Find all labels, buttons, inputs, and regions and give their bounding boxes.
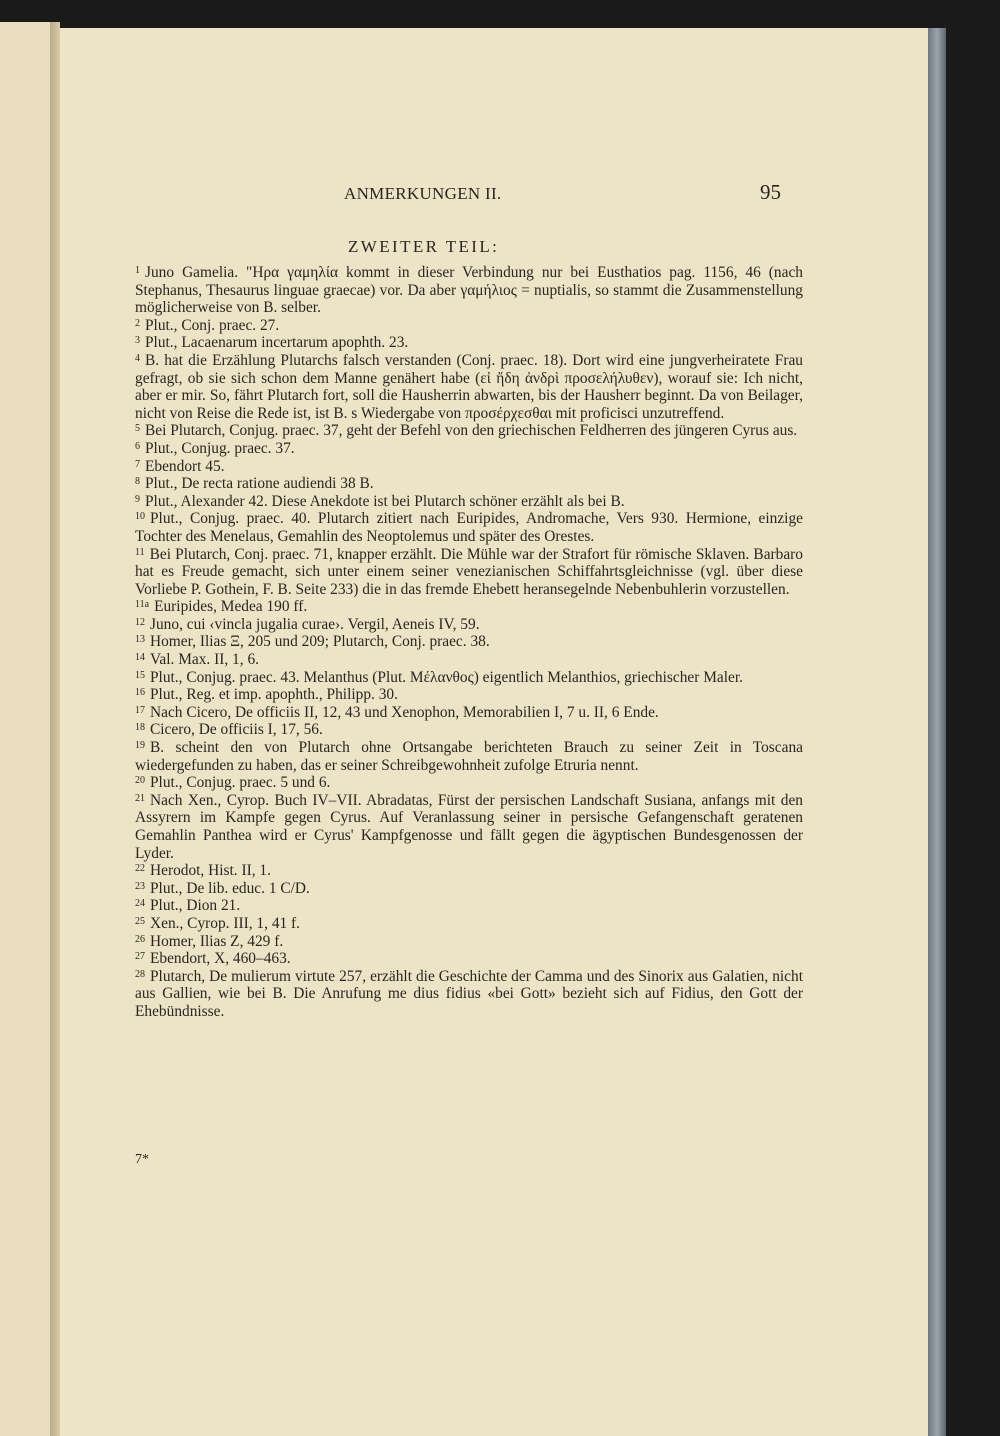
note-text: Plut., Alexander 42. Diese Anekdote ist bei Plutarch schöner erzählt als bei B. xyxy=(145,492,625,510)
note-text: Plut., Lacaenarum incertarum apophth. 23. xyxy=(145,334,409,352)
endnote xyxy=(135,633,803,651)
endnote xyxy=(135,686,803,704)
note-text: Homer, Ilias Z, 429 f. xyxy=(150,932,284,950)
note-text: Plut., De recta ratione audiendi 38 B. xyxy=(145,475,374,493)
note-text: Bei Plutarch, Conj. praec. 71, knapper erzählt. Die Mühle war der Strafort für römische Sklaven. Barbaro hat es Freude gemacht, sich unter einem seiner venezianischen Schiffahrtsgleichnisse (vgl. über diese Vorliebe P. Gothein, F. B. Seite 233) die in das fremde Ehebett heransegelnde Nebenbuhlerin vorzustellen. xyxy=(135,545,803,598)
note-text: Plut., Dion 21. xyxy=(150,897,241,915)
note-number: 1 xyxy=(135,265,140,276)
note-number: 16 xyxy=(135,687,145,699)
note-number: 19 xyxy=(135,740,145,752)
note-text: Plut., Conjug. praec. 40. Plutarch zitiert nach Euripides, Andromache, Vers 930. Hermione, einzige Tochter des Menelaus, Gemahlin des Neoptolemus und später des Orestes. xyxy=(135,510,803,545)
note-text: B. hat die Erzählung Plutarchs falsch verstanden (Conj. praec. 18). Dort wird eine jungverheiratete Frau gefragt, ob sie sich schon dem Manne genähert habe (εἰ ἤδη ἀνδρὶ προσελήλυθεν), worauf sie: Ich nicht, aber er mir. So, fährt Plutarch fort, soll die Hausherrin abwarten, bis der Hausherr beginnt. Da von Beilager, nicht von Reise die Rede ist, ist B. s Wiedergabe von προσέρχεσθαι mit proficisci unzutreffend. xyxy=(135,351,803,422)
note-number: 11a xyxy=(135,599,150,611)
endnote xyxy=(135,897,803,915)
page-block-edge xyxy=(928,28,946,1436)
note-text: Ebendort, X, 460–463. xyxy=(150,950,291,968)
note-text: Plut., Reg. et imp. apophth., Philipp. 30. xyxy=(150,686,398,704)
endnote xyxy=(135,264,803,317)
note-number: 27 xyxy=(135,951,145,963)
note-text: Homer, Ilias Ξ, 205 und 209; Plutarch, Conj. praec. 38. xyxy=(150,633,490,651)
endnote xyxy=(135,440,803,458)
endnote xyxy=(135,739,803,774)
note-text: Bei Plutarch, Conjug. praec. 37, geht der Befehl von den griechischen Feldherren des jüngeren Cyrus aus. xyxy=(145,422,798,440)
note-text: Nach Cicero, De officiis II, 12, 43 und Xenophon, Memorabilien I, 7 u. II, 6 Ende. xyxy=(150,703,659,721)
note-text: Herodot, Hist. II, 1. xyxy=(150,862,271,880)
endnote xyxy=(135,458,803,476)
endnotes-list xyxy=(135,264,803,1021)
endnote xyxy=(135,862,803,880)
section-title: ZWEITER TEIL: xyxy=(348,237,500,256)
endnote xyxy=(135,915,803,933)
note-number: 13 xyxy=(135,634,145,646)
note-text: Ebendort 45. xyxy=(145,457,225,475)
note-number: 22 xyxy=(135,863,145,875)
note-text: Plutarch, De mulierum virtute 257, erzählt die Geschichte der Camma und des Sinorix aus Galatien, nicht aus Gallien, wie bei B. Die Anrufung me dius fidius «bei Gott» bezieht sich auf Fidius, den Gott der Ehebündnisse. xyxy=(135,967,803,1020)
note-text: Euripides, Medea 190 ff. xyxy=(154,598,308,616)
endnote xyxy=(135,546,803,599)
note-number: 11 xyxy=(135,546,145,558)
note-text: Plut., Conjug. praec. 43. Melanthus (Plut. Μέλανθος) eigentlich Melanthios, griechischer Maler. xyxy=(150,668,743,686)
note-number: 7 xyxy=(135,458,140,470)
endnote xyxy=(135,933,803,951)
note-text: Plut., De lib. educ. 1 C/D. xyxy=(150,879,310,897)
endnote xyxy=(135,422,803,440)
page-number: 95 xyxy=(760,180,781,204)
note-text: Plut., Conj. praec. 27. xyxy=(145,316,280,334)
note-text: Xen., Cyrop. III, 1, 41 f. xyxy=(150,914,301,932)
note-number: 12 xyxy=(135,616,145,628)
endnote xyxy=(135,774,803,792)
endnote xyxy=(135,950,803,968)
note-text: Cicero, De officiis I, 17, 56. xyxy=(150,721,323,739)
endnote xyxy=(135,598,803,616)
facing-page-edge xyxy=(0,22,50,1436)
note-number: 6 xyxy=(135,440,140,452)
note-number: 20 xyxy=(135,775,145,787)
note-text: Plut., Conjug. praec. 5 und 6. xyxy=(150,774,331,792)
endnote xyxy=(135,968,803,1021)
note-text: B. scheint den von Plutarch ohne Ortsangabe berichteten Brauch zu seiner Zeit in Toscana wiedergefunden zu haben, das er seiner Schreibgewohnheit zufolge Etruria nennt. xyxy=(135,739,803,774)
endnote xyxy=(135,669,803,687)
note-number: 4 xyxy=(135,352,140,364)
book-page xyxy=(60,28,928,1436)
note-text: Plut., Conjug. praec. 37. xyxy=(145,439,295,457)
note-number: 25 xyxy=(135,915,145,927)
note-text: Juno Gamelia. "Ηρα γαμηλία kommt in dieser Verbindung nur bei Eusthatios pag. 1156, 46 (nach Stephanus, Thesaurus linguae graecae) vor. Da aber γαμήλιος = nuptialis, so stammt die Zusammenstellung möglicherweise von B. selber. xyxy=(135,264,803,317)
book-gutter xyxy=(50,22,60,1436)
endnote xyxy=(135,475,803,493)
note-number: 14 xyxy=(135,652,145,664)
note-text: Juno, cui ‹vincla jugalia curae›. Vergil, Aeneis IV, 59. xyxy=(150,615,480,633)
note-number: 2 xyxy=(135,317,140,329)
note-text: Val. Max. II, 1, 6. xyxy=(150,651,259,669)
note-text: Nach Xen., Cyrop. Buch IV–VII. Abradatas, Fürst der persischen Landschaft Susiana, anfangs mit den Assyrern im Kampfe gegen Cyrus. Auf Veranlassung seiner in persische Gefangenschaft geratenen Gemahlin Panthea wird er Cyrus' Kampfgenosse und fällt gegen die ägyptischen Bundesgenossen der Lyder. xyxy=(135,791,803,862)
endnote xyxy=(135,510,803,545)
note-number: 10 xyxy=(135,511,145,523)
note-number: 23 xyxy=(135,880,145,892)
endnote xyxy=(135,352,803,422)
note-number: 28 xyxy=(135,968,145,980)
endnote xyxy=(135,704,803,722)
note-number: 26 xyxy=(135,933,145,945)
signature-mark: 7* xyxy=(135,1152,149,1167)
note-number: 21 xyxy=(135,792,145,804)
endnote xyxy=(135,334,803,352)
endnote xyxy=(135,651,803,669)
note-number: 24 xyxy=(135,898,145,910)
endnote xyxy=(135,792,803,862)
endnote xyxy=(135,317,803,335)
endnote xyxy=(135,880,803,898)
note-number: 17 xyxy=(135,704,145,716)
running-head: ANMERKUNGEN II. xyxy=(344,184,502,203)
note-number: 15 xyxy=(135,669,145,681)
endnote xyxy=(135,616,803,634)
endnote xyxy=(135,493,803,511)
note-number: 3 xyxy=(135,335,140,347)
note-number: 18 xyxy=(135,722,145,734)
note-number: 9 xyxy=(135,493,140,505)
endnote xyxy=(135,721,803,739)
note-number: 8 xyxy=(135,476,140,488)
note-number: 5 xyxy=(135,423,140,435)
